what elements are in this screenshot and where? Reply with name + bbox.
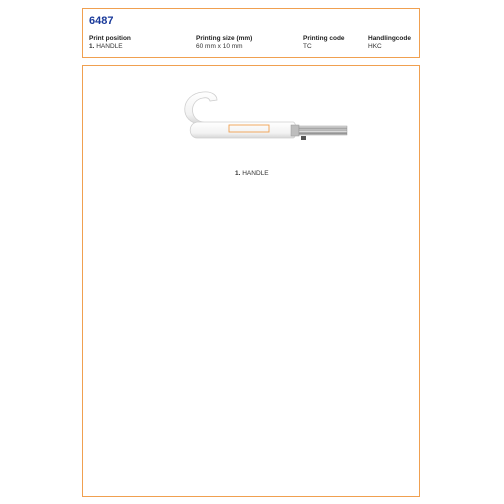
caption-number: 1. xyxy=(235,170,241,177)
product-code: 6487 xyxy=(89,15,114,27)
print-position-label: Print position xyxy=(89,35,131,42)
printing-size-label: Printing size (mm) xyxy=(196,35,253,42)
printing-code-value: TC xyxy=(303,43,312,50)
handling-code-column xyxy=(368,35,411,51)
print-position-text: HANDLE xyxy=(96,43,123,50)
handle-hook xyxy=(185,92,217,124)
print-position-number: 1. xyxy=(89,43,95,50)
handle-ferrule xyxy=(291,125,299,136)
print-position-value xyxy=(89,43,131,51)
product-info-header xyxy=(82,8,420,58)
print-position-caption xyxy=(235,170,269,177)
handling-code-label: Handlingcode xyxy=(368,35,411,42)
printing-code-column xyxy=(303,35,345,51)
umbrella-handle-image xyxy=(173,84,353,164)
print-area-panel xyxy=(82,65,420,497)
printing-size-value: 60 mm x 10 mm xyxy=(196,43,243,50)
handling-code-value: HKC xyxy=(368,43,382,50)
printing-size-column xyxy=(196,35,252,51)
handle-grip xyxy=(190,122,296,138)
print-position-column xyxy=(89,35,131,51)
printing-code-label: Printing code xyxy=(303,35,345,42)
caption-text: HANDLE xyxy=(242,170,269,177)
release-button xyxy=(301,136,306,140)
